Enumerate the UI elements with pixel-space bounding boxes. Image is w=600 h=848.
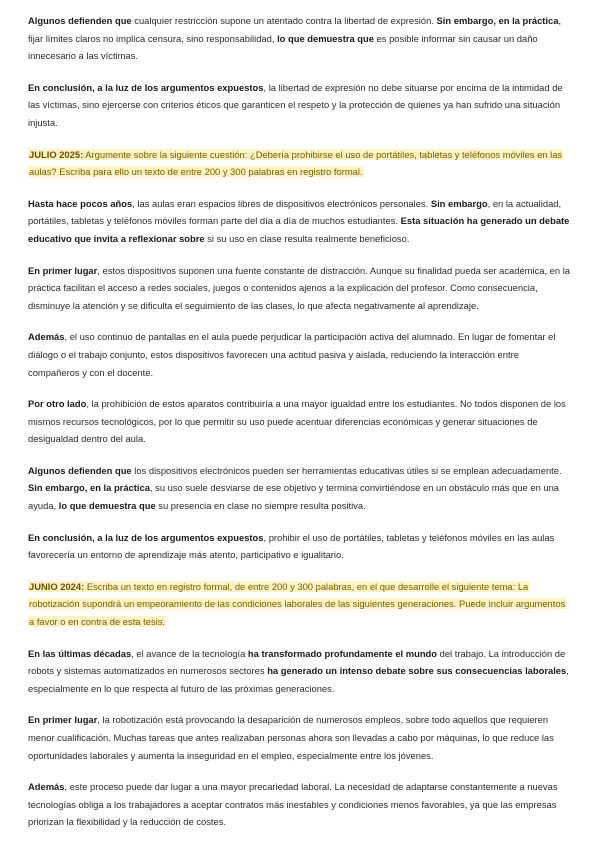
text-run: , su uso suele desviarse de ese objetivo y termina convirtiéndose en un obstáculo más que en una ayuda, (28, 482, 560, 512)
bold-connector: En primer lugar (28, 714, 98, 726)
text-run: si su uso en clase resulta realmente beneficioso. (204, 232, 410, 244)
bold-connector: Además (28, 781, 65, 793)
essay-paragraph (28, 79, 572, 132)
bold-connector: En primer lugar (28, 264, 98, 276)
essay-paragraph (28, 395, 572, 448)
essay-paragraph (28, 328, 572, 381)
text-run: su presencia en clase no siempre resulta positiva. (155, 500, 366, 512)
essay-paragraph (28, 711, 572, 764)
bold-connector: JUNIO 2024: (29, 580, 85, 592)
essay-paragraph (28, 645, 572, 698)
bold-connector: Esta situación ha generado un debate educativo que invita a reflexionar sobre (28, 215, 570, 244)
essay-paragraph (28, 195, 572, 248)
text-run: Escriba un texto en registro formal, de entre 200 y 300 palabras, en el que desarrolle el siguiente tema: La robotización supondrá un empeoramiento de las condiciones laborales de las siguientes generaciones. Puede incluir argumentos a favor o en contra de esta tesis. (29, 580, 566, 628)
essay-paragraph (28, 778, 572, 831)
bold-connector: Algunos defienden que (28, 464, 132, 476)
essay-paragraph (28, 529, 572, 564)
text-run: , las aulas eran espacios libres de dispositivos electrónicos personales. (132, 197, 431, 209)
bold-connector: Además (28, 331, 65, 343)
bold-connector: Hasta hace pocos años (28, 197, 133, 209)
bold-connector: En las últimas décadas (28, 647, 132, 659)
prompt-highlight (28, 581, 566, 627)
text-run: cualquier restricción supone un atentado contra la libertad de expresión. (131, 15, 437, 26)
text-run: , este proceso puede dar lugar a una mayor precariedad laboral. La necesidad de adaptarse constantemente a nuevas tecnologías obliga a los trabajadores a aceptar contratos más inestables y condiciones menos favorables, ya que las empresas priorizan la flexibilidad y la reducción de costes. (28, 781, 558, 828)
text-run: Argumente sobre la siguiente cuestión: ¿Debería prohibirse el uso de portátiles, tabletas y teléfonos móviles en las aulas? Escriba para ello un texto de entre 200 y 300 palabras en registro formal. (29, 148, 563, 178)
text-run: del trabajo. La introducción de robots y sistemas automatizados en numerosos sectores (28, 647, 566, 677)
bold-connector: lo que demuestra que (277, 32, 374, 44)
text-run: es posible informar sin causar un daño innecesario a las víctimas. (28, 32, 538, 62)
bold-connector: ha transformado profundamente el mundo (247, 647, 437, 659)
text-run: , la robotización está provocando la desaparición de numerosos empleos, sobre todo aquellos que requieren menor cualificación. Muchas tareas que antes realizaban personas ahora son llevadas a cabo por máquinas, lo que reduce las oportunidades laborales y aumenta la inseguridad en el empleo, especialmente entre los jóvenes. (28, 714, 554, 761)
bold-connector: Sin embargo, en la práctica (436, 15, 559, 26)
text-run: , fijar límites claros no implica censura, sino responsabilidad, (28, 15, 562, 44)
exam-prompt (28, 146, 572, 181)
text-run: , estos dispositivos suponen una fuente constante de distracción. Aunque su finalidad pueda ser académica, en la práctica facilitan el acceso a redes sociales, juegos o contenidos ajenos a la explicación del profesor. Como consecuencia, disminuye la atención y se dificulta el seguimiento de las clases, lo que afecta negativamente al aprendizaje. (28, 264, 571, 311)
text-run: los dispositivos electrónicos pueden ser herramientas educativas útiles si se emplean adecuadamente. (131, 464, 562, 476)
bold-connector: Por otro lado (28, 398, 87, 410)
essay-paragraph (28, 462, 572, 515)
exam-prompt (28, 578, 572, 631)
bold-connector: ha generado un intenso debate sobre sus consecuencias laborales (267, 665, 567, 677)
bold-connector: En conclusión, a la luz de los argumentos expuestos (28, 531, 264, 543)
text-run: , prohibir el uso de portátiles, tabletas y teléfonos móviles en las aulas favorecería un entorno de aprendizaje más atento, participativo e igualitario. (28, 531, 555, 561)
bold-connector: lo que demuestra que (58, 500, 156, 512)
essay-paragraph (28, 12, 572, 65)
text-run: , la prohibición de estos aparatos contribuiría a una mayor igualdad entre los estudiantes. No todos disponen de los mismos recursos tecnológicos, por lo que permitir su uso puede acentuar diferencias económicas y generar situaciones de desigualdad dentro del aula. (28, 398, 566, 445)
text-run: , en la actualidad, portátiles, tabletas y teléfonos móviles forman parte del día a día de muchos estudiantes. (28, 197, 562, 227)
text-run: , especialmente en lo que respecta al futuro de las próximas generaciones. (28, 665, 569, 694)
bold-connector: Sin embargo (430, 197, 488, 209)
text-run: , el uso continuo de pantallas en el aula puede perjudicar la participación activa del alumnado. En lugar de fomentar el diálogo o el trabajo conjunto, estos dispositivos favorecen una actitud pasiva y aislada, reduciendo la interacción entre compañeros y con el docente. (28, 331, 556, 378)
bold-connector: En conclusión, a la luz de los argumentos expuestos (28, 81, 264, 93)
essay-paragraph (28, 262, 572, 315)
text-run: , la libertad de expresión no debe situarse por encima de la intimidad de las víctimas, sino ejercerse con criterios éticos que garanticen el respeto y la protección de quienes ya han sufrido una situación injusta. (28, 81, 563, 128)
text-run: , el avance de la tecnología (131, 647, 248, 659)
bold-connector: Algunos defienden que (28, 15, 132, 26)
bold-connector: JULIO 2025: (29, 148, 84, 160)
prompt-highlight (28, 149, 563, 178)
bold-connector: Sin embargo, en la práctica (28, 482, 150, 494)
